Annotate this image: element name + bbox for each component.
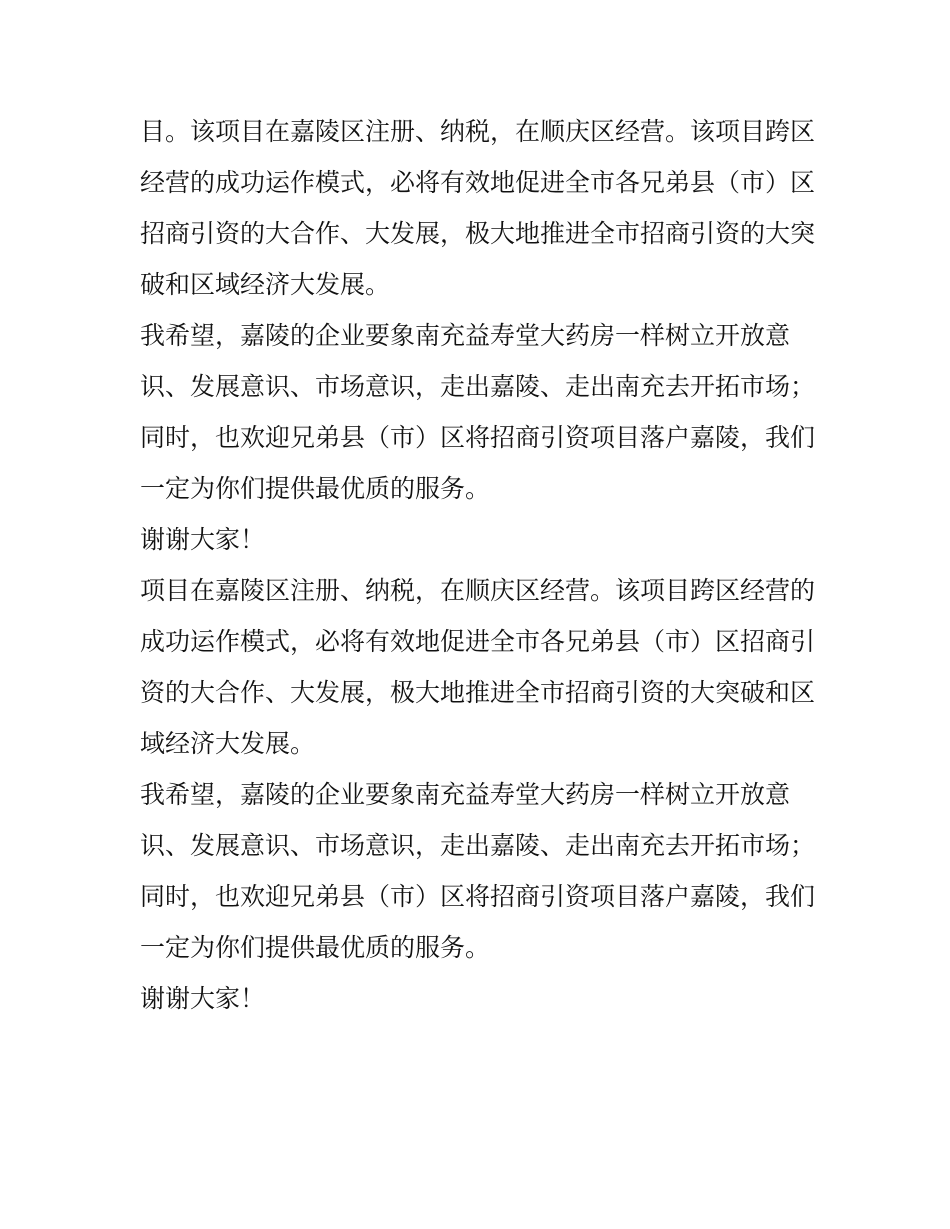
text-line: 谢谢大家！: [140, 984, 266, 1013]
text-line: 同时，也欢迎兄弟县（市）区将招商引资项目落户嘉陵，我们: [140, 882, 816, 911]
text-line: 识、发展意识、市场意识，走出嘉陵、走出南充去开拓市场；: [140, 372, 816, 401]
text-line: 我希望，嘉陵的企业要象南充益寿堂大药房一样树立开放意: [140, 780, 791, 809]
text-line: 项目在嘉陵区注册、纳税，在顺庆区经营。该项目跨区经营的: [140, 576, 816, 605]
text-line: 成功运作模式，必将有效地促进全市各兄弟县（市）区招商引: [140, 627, 816, 656]
text-line: 域经济大发展。: [140, 729, 316, 758]
document-body: [140, 106, 816, 1024]
text-line: 我希望，嘉陵的企业要象南充益寿堂大药房一样树立开放意: [140, 321, 791, 350]
text-line: 一定为你们提供最优质的服务。: [140, 474, 491, 503]
text-line: 一定为你们提供最优质的服务。: [140, 933, 491, 962]
text-line: 谢谢大家！: [140, 525, 266, 554]
text-line: 同时，也欢迎兄弟县（市）区将招商引资项目落户嘉陵，我们: [140, 423, 816, 452]
text-line: 招商引资的大合作、大发展，极大地推进全市招商引资的大突: [140, 219, 816, 248]
text-line: 资的大合作、大发展，极大地推进全市招商引资的大突破和区: [140, 678, 816, 707]
text-line: 目。该项目在嘉陵区注册、纳税，在顺庆区经营。该项目跨区: [140, 117, 816, 146]
text-line: 识、发展意识、市场意识，走出嘉陵、走出南充去开拓市场；: [140, 831, 816, 860]
text-line: 经营的成功运作模式，必将有效地促进全市各兄弟县（市）区: [140, 168, 816, 197]
text-line: 破和区域经济大发展。: [140, 270, 391, 299]
